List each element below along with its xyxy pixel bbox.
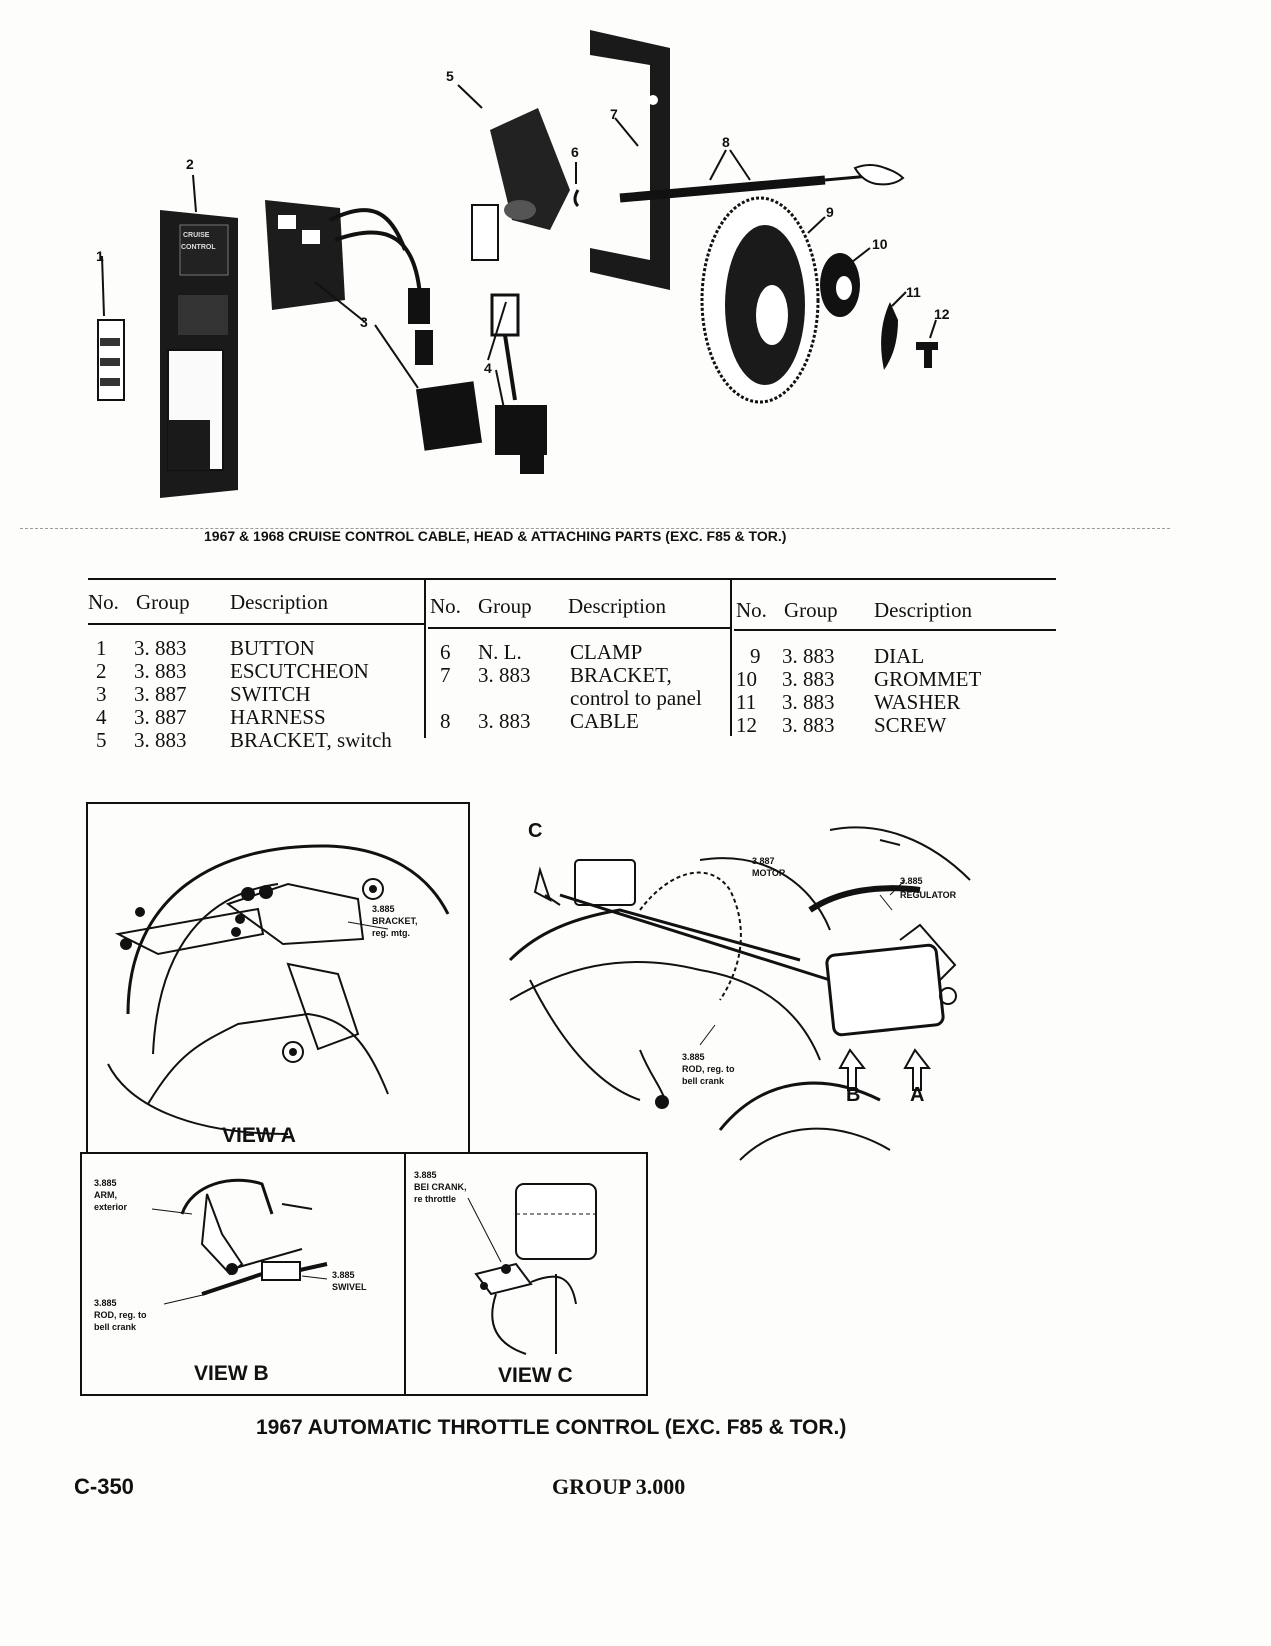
- header-description-1: Description: [230, 590, 328, 614]
- rod-number: 3.885: [682, 1052, 705, 1062]
- bottom-figure-caption: 1967 AUTOMATIC THROTTLE CONTROL (EXC. F85 & TOR.): [256, 1416, 847, 1439]
- header-rule-col2: [428, 627, 730, 629]
- part-group: 3. 883: [782, 644, 835, 668]
- part-description: WASHER: [874, 690, 961, 714]
- view-a-bracket-label: BRACKET,: [372, 916, 418, 926]
- table-top-rule: [88, 578, 1056, 580]
- view-c-title: VIEW C: [498, 1364, 573, 1387]
- part-no: 2: [96, 659, 107, 683]
- washer-part: [881, 302, 898, 370]
- escutcheon-label-bottom: CONTROL: [181, 244, 216, 251]
- part-no: 3: [96, 682, 107, 706]
- callout-2: 2: [186, 156, 194, 172]
- part-description: BRACKET, switch: [230, 728, 392, 752]
- part-group: 3. 883: [478, 709, 531, 733]
- views-b-c-panel: [80, 1152, 648, 1396]
- part-group: 3. 887: [134, 705, 187, 729]
- callout-11: 11: [906, 284, 921, 300]
- column-divider-1: [424, 578, 426, 738]
- part-group: 3. 887: [134, 682, 187, 706]
- header-no-2: No.: [430, 594, 461, 618]
- callout-3: 3: [360, 314, 368, 330]
- part-description: ESCUTCHEON: [230, 659, 369, 683]
- throttle-control-main-view: [500, 800, 1020, 1180]
- part-no: 12: [736, 713, 757, 737]
- view-b-rod-number: 3.885: [94, 1298, 117, 1308]
- view-a-title: VIEW A: [222, 1124, 296, 1147]
- view-b-arm-label: ARM,: [94, 1190, 117, 1200]
- callout-12: 12: [934, 306, 950, 322]
- view-a-bracket-number: 3.885: [372, 904, 395, 914]
- part-group: 3. 883: [134, 636, 187, 660]
- regulator-number: 3.885: [900, 876, 923, 886]
- view-a-drawing: [88, 804, 468, 1152]
- view-b-rod-label: ROD, reg. to: [94, 1310, 147, 1320]
- header-description-3: Description: [874, 598, 972, 622]
- header-group-3: Group: [784, 598, 838, 622]
- header-description-2: Description: [568, 594, 666, 618]
- part-description: SWITCH: [230, 682, 311, 706]
- view-c-crank-label: BEl CRANK,: [414, 1182, 467, 1192]
- header-rule-col3: [734, 629, 1056, 631]
- view-b-swivel-number: 3.885: [332, 1270, 355, 1280]
- motor-number: 3.887: [752, 856, 775, 866]
- clamp-part: [575, 190, 578, 206]
- part-no: 9: [750, 644, 761, 668]
- rod-desc: bell crank: [682, 1076, 725, 1086]
- part-description: DIAL: [874, 644, 925, 668]
- part-description: BUTTON: [230, 636, 315, 660]
- callout-1: 1: [96, 248, 104, 264]
- page-number: C-350: [74, 1474, 134, 1499]
- dial-part: [702, 198, 818, 402]
- part-group: 3. 883: [478, 663, 531, 687]
- part-no: 5: [96, 728, 107, 752]
- escutcheon-label-top: CRUISE: [183, 232, 210, 239]
- part-group: N. L.: [478, 640, 522, 664]
- part-group: 3. 883: [134, 728, 187, 752]
- callout-10: 10: [872, 236, 888, 252]
- part-description: SCREW: [874, 713, 947, 737]
- callout-5: 5: [446, 68, 454, 84]
- callout-7: 7: [610, 106, 618, 122]
- view-b-rod-desc: bell crank: [94, 1322, 137, 1332]
- view-b-swivel-label: SWIVEL: [332, 1282, 367, 1292]
- motor-label: MOTOR: [752, 868, 786, 878]
- part-description: CLAMP: [570, 640, 643, 664]
- view-b-indicator: B: [846, 1084, 861, 1106]
- cruise-control-parts-drawing: [60, 20, 1060, 510]
- view-b-arm-desc: exterior: [94, 1202, 128, 1212]
- part-description: CABLE: [570, 709, 639, 733]
- part-no: 6: [440, 640, 451, 664]
- header-group-2: Group: [478, 594, 532, 618]
- part-group: 3. 883: [782, 667, 835, 691]
- part-no: 1: [96, 636, 107, 660]
- escutcheon-part: [160, 210, 238, 498]
- part-no: 7: [440, 663, 451, 687]
- header-rule-col1: [88, 623, 424, 625]
- callout-6: 6: [571, 144, 579, 160]
- callout-4: 4: [484, 360, 492, 376]
- header-group-1: Group: [136, 590, 190, 614]
- view-a-panel: [86, 802, 470, 1154]
- part-no: 11: [736, 690, 757, 714]
- part-no: 8: [440, 709, 451, 733]
- part-description: BRACKET,: [570, 663, 672, 687]
- screw-part: [916, 342, 938, 368]
- part-description-continued: control to panel: [570, 686, 702, 710]
- part-group: 3. 883: [782, 713, 835, 737]
- view-c-crank-number: 3.885: [414, 1170, 437, 1180]
- header-no-3: No.: [736, 598, 767, 622]
- part-group: 3. 883: [782, 690, 835, 714]
- view-b-title: VIEW B: [194, 1362, 269, 1385]
- part-group: 3. 883: [134, 659, 187, 683]
- column-divider-2: [730, 578, 732, 736]
- regulator-label: REGULATOR: [900, 890, 957, 900]
- view-c-indicator: C: [528, 820, 543, 842]
- callout-8: 8: [722, 134, 730, 150]
- button-part: [98, 320, 124, 400]
- view-c-crank-desc: re throttle: [414, 1194, 457, 1204]
- switch-part: [265, 200, 482, 451]
- callout-9: 9: [826, 204, 834, 220]
- part-description: HARNESS: [230, 705, 326, 729]
- panel-bracket-part: [590, 30, 670, 290]
- part-description: GROMMET: [874, 667, 982, 691]
- header-no-1: No.: [88, 590, 119, 614]
- view-a-indicator: A: [910, 1084, 925, 1106]
- rod-label: ROD, reg. to: [682, 1064, 735, 1074]
- switch-bracket-part: [472, 108, 570, 260]
- part-no: 4: [96, 705, 107, 729]
- grommet-part: [820, 253, 860, 317]
- view-a-bracket-desc: reg. mtg.: [372, 928, 411, 938]
- cruise-control-exploded-figure: [60, 20, 1060, 510]
- view-b-arm-number: 3.885: [94, 1178, 117, 1188]
- part-no: 10: [736, 667, 757, 691]
- group-label: GROUP 3.000: [552, 1474, 686, 1499]
- top-figure-caption: 1967 & 1968 CRUISE CONTROL CABLE, HEAD & ATTACHING PARTS (EXC. F85 & TOR.): [204, 528, 787, 544]
